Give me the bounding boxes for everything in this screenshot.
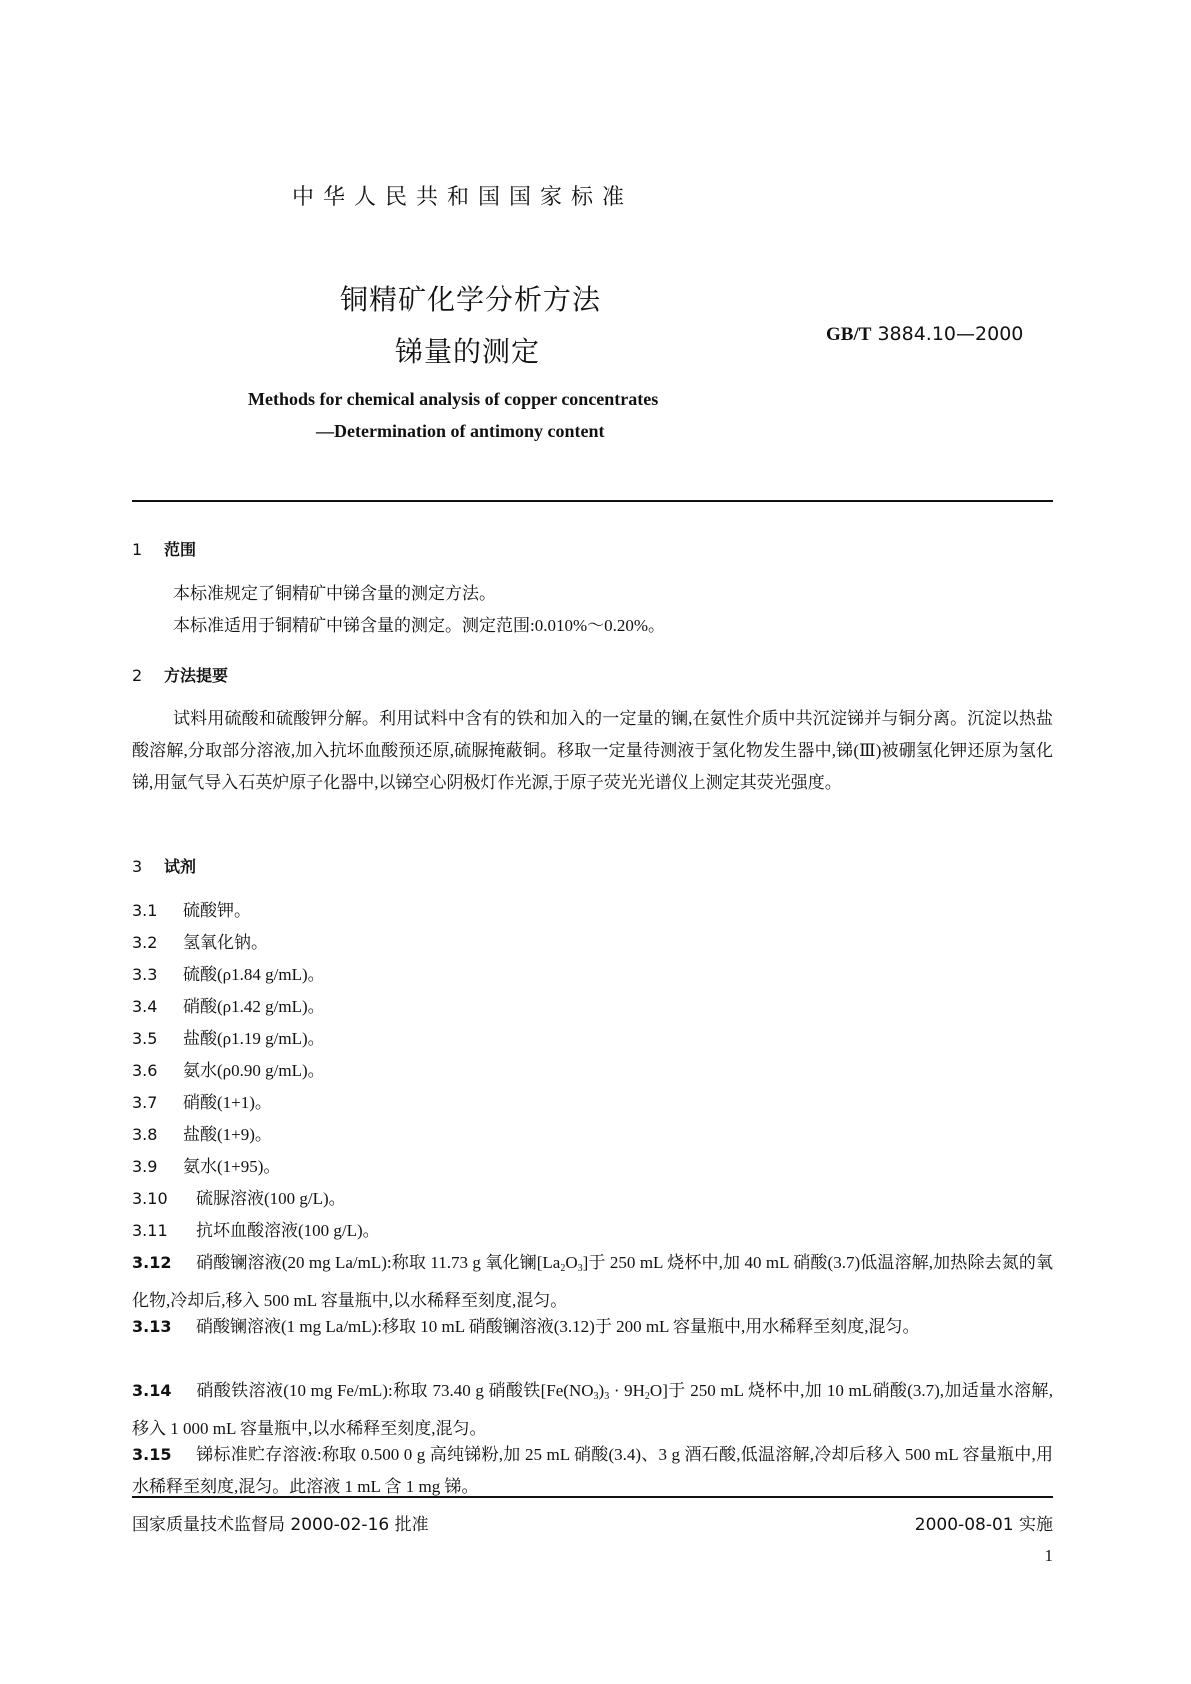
reagent-item: 3.7 硝酸(1+1)。 — [132, 1093, 272, 1112]
implementation-date: 2000-08-01 实施 — [914, 1515, 1053, 1535]
scope-paragraph-2: 本标准适用于铜精矿中锑含量的测定。测定范围:0.010%～0.20%。 — [173, 616, 666, 635]
reagent-item: 3.2 氢氧化钠。 — [132, 933, 268, 952]
reagent-item: 3.13 硝酸镧溶液(1 mg La/mL):移取 10 mL 硝酸镧溶液(3.12)于 200 mL 容量瓶中,用水稀释至刻度,混匀。 — [132, 1317, 920, 1336]
english-title-line1: Methods for chemical analysis of copper concentrates — [248, 389, 659, 409]
header-divider — [132, 500, 1053, 502]
page-number: 1 — [1044, 1546, 1053, 1565]
footer-divider — [132, 1496, 1053, 1498]
reagent-item: 3.12 硝酸镧溶液(20 mg La/mL):称取 11.73 g 氧化镧$[La_2O_3]$于 250 mL 烧杯中,加 40 mL 硝酸(3.7)低温溶解,加热除去氮的氧化物,冷却后,移入 500 mL 容量瓶中,以水稀释至刻度,混匀。 — [132, 1253, 1053, 1310]
reagent-item: 3.11 抗坏血酸溶液(100 g/L)。 — [132, 1221, 380, 1240]
reagent-item: 3.8 盐酸(1+9)。 — [132, 1125, 272, 1144]
reagent-item: 3.3 硫酸(ρ1.84 g/mL)。 — [132, 965, 325, 984]
scope-paragraph-1: 本标准规定了铜精矿中锑含量的测定方法。 — [173, 584, 496, 603]
section-number: 3 — [132, 857, 143, 876]
approval-date: 国家质量技术监督局 2000-02-16 批准 — [132, 1515, 429, 1535]
section-heading-scope — [132, 537, 196, 560]
reagent-item: 3.6 氨水(ρ0.90 g/mL)。 — [132, 1061, 325, 1080]
section-heading-reagents — [132, 854, 196, 877]
english-title-line2: —Determination of antimony content — [316, 421, 605, 441]
section-title: 方法提要 — [164, 666, 229, 685]
section-heading-method-summary — [132, 663, 228, 686]
section-title: 试剂 — [164, 857, 197, 876]
reagent-item: 3.10 硫脲溶液(100 g/L)。 — [132, 1189, 346, 1208]
chinese-title-line2: 锑量的测定 — [395, 335, 541, 368]
reagent-item: 3.5 盐酸(ρ1.19 g/mL)。 — [132, 1029, 325, 1048]
section-number: 1 — [132, 540, 143, 559]
chinese-title-line1: 铜精矿化学分析方法 — [340, 283, 602, 316]
reagent-item: 3.1 硫酸钾。 — [132, 901, 251, 920]
standard-body-title: 中华人民共和国国家标准 — [292, 185, 634, 210]
reagent-item: 3.9 氨水(1+95)。 — [132, 1157, 281, 1176]
standard-code — [826, 323, 1023, 346]
standard-code-prefix: GB/T — [826, 324, 872, 345]
reagent-item: 3.4 硝酸(ρ1.42 g/mL)。 — [132, 997, 325, 1016]
reagent-item: 3.15 锑标准贮存溶液:称取 0.500 0 g 高纯锑粉,加 25 mL 硝酸(3.4)、3 g 酒石酸,低温溶解,冷却后移入 500 mL 容量瓶中,用水稀释至刻度,混匀。此溶液 1 mL 含 1 mg 锑。 — [132, 1445, 1053, 1496]
reagent-item: 3.14 硝酸铁溶液(10 mg Fe/mL):称取 73.40 g 硝酸铁$[Fe(NO_3)_3 \cdot 9H_2O]$于 250 mL 烧杯中,加 10 mL硝酸(3.7),加适量水溶解,移入 1 000 mL 容量瓶中,以水稀释至刻度,混匀。 — [132, 1381, 1053, 1438]
section-number: 2 — [132, 666, 143, 685]
section-title: 范围 — [164, 540, 197, 559]
method-summary-paragraph: 试料用硫酸和硫酸钾分解。利用试料中含有的铁和加入的一定量的镧,在氨性介质中共沉淀锑并与铜分离。沉淀以热盐酸溶解,分取部分溶液,加入抗坏血酸预还原,硫脲掩蔽铜。移取一定量待测液于氢化物发生器中,锑(Ⅲ)被硼氢化钾还原为氢化锑,用氩气导入石英炉原子化器中,以锑空心阴极灯作光源,于原子荧光光谱仪上测定其荧光强度。 — [132, 709, 1053, 792]
standard-code-number: 3884.10—2000 — [877, 323, 1024, 345]
